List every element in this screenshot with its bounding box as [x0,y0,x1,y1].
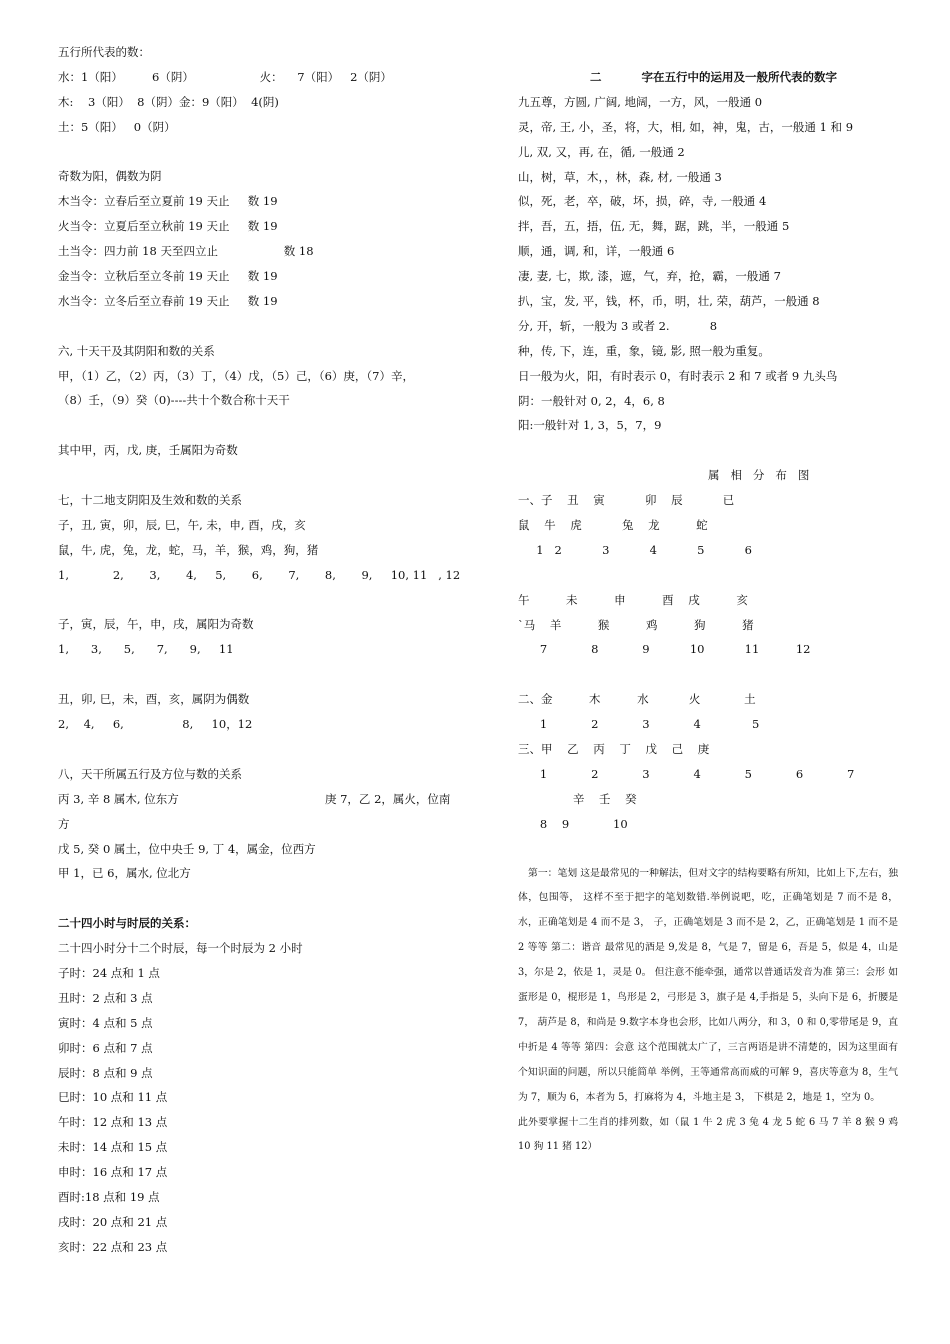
text-line: 亥时：22 点和 23 点 [58,1239,168,1254]
note-paragraph-2: 此外要掌握十二生肖的排列数，如（鼠 1 牛 2 虎 3 兔 4 龙 5 蛇 6 马 7 羊 8 猴 9 鸡 10 狗 11 猪 12） [518,1116,898,1153]
text-line: 儿, 双, 又，再, 在，循, 一般通 2 [518,144,685,159]
text-line: 山，树，草，木，，林，森, 材, 一般通 3 [518,169,722,184]
text-line: 其中甲，丙，戊, 庚，壬属阳为奇数 [58,443,238,458]
text-line: 午时：12 点和 13 点 [58,1115,168,1130]
text-line: 奇数为阳，偶数为阴 [58,169,162,184]
text-line: 寅时：4 点和 5 点 [58,1015,153,1030]
text-line: `马 羊 猴 鸡 狗 猪 [518,617,754,632]
text-line: 水：1（阳） 6（阴） 火： 7（阳） 2（阴） [58,69,392,84]
text-line: 方 [58,816,70,831]
section-heading: 七，十二地支阴阳及生效和数的关系 [58,493,242,508]
text-line: 丙 3, 辛 8 属木, 位东方 庚 7，乙 2，属火，位南 [58,791,451,806]
text-line: 分, 开，斩，一般为 3 或者 2. 8 [518,318,718,333]
text-line: 土：5（阳） 0（阴） [58,119,176,134]
text-line: 酉时:18 点和 19 点 [58,1189,160,1204]
right-column [518,65,898,1160]
text-line: 水当令：立冬后至立春前 19 天止 数 19 [58,293,278,308]
text-line: 日一般为火，阳，有时表示 0，有时表示 2 和 7 或者 9 九头鸟 [518,368,838,383]
section-title: 二 字在五行中的运用及一般所代表的数字 [590,70,838,84]
text-line: 子，丑, 寅，卯，辰, 巳，午, 未，申, 酉，戌，亥 [58,517,306,532]
text-line: 拌，吾，五，捂，伍, 无，舞，踞，跳，半，一般通 5 [518,219,790,234]
text-line: 戊 5, 癸 0 属土，位中央壬 9, 丁 4，属金，位西方 [58,841,316,856]
text-line: 三、甲 乙 丙 丁 戊 己 庚 [518,742,710,757]
text-line: 丑时：2 点和 3 点 [58,990,153,1005]
zodiac-title: 属 相 分 布 图 [708,468,810,483]
text-line: 未时：14 点和 15 点 [58,1140,168,1155]
note-paragraph: 第一：笔划 这是最常见的一种解法，但对文字的结构要略有所知，比如上下,左右，独体，包围等， 这样不至于把字的笔划数错.举例说吧，吃，正确笔划是 7 而不是 8，水，正确笔划是 4 而不是 3， 子，正确笔划是 3 而不是 2，乙，正确笔划是 1 而不是 2 等等 第二：谐音 最常见的酒是 9,发是 8，气是 7，留是 6，吾是 5，似是 4，山是 3，尔是 2，依是 1，灵是 0。 但注意不能牵强，通常以普通话发音为准 第三：会形 如蛋形是 0，棍形是 1，鸟形是 2，弓形是 3，旗子是 4,手指是 5，头向下是 6，折腰是 7， 葫芦是 8，和尚是 9.数字本身也会形，比如八两分，和 3，0 和 0,零带尾是 9，直中折是 4 等等 第四：会意 这个范围就太广了，三言两语是讲不清楚的，因为这里面有个知识面的问题，所以只能简单 举例，王等通常高而威的可解 9，喜庆等意为 8，生气为 7，顺为 6，本者为 5，打麻将为 4，斗地主是 3， 下棋是 2，地是 1，空为 0。 [518,867,898,1103]
text-line: 午 未 申 酉 戌 亥 [518,592,748,607]
text-line: 8 9 10 [518,816,628,831]
text-line: 顺，通，调, 和，详，一般通 6 [518,244,675,259]
text-line: 木当令：立春后至立夏前 19 天止 数 19 [58,194,278,209]
text-line: 土当令：四力前 18 天至四立止 数 18 [58,244,314,259]
text-line: 九五尊，方圆, 广阔, 地阔，一方，风，一般通 0 [518,94,763,109]
left-column [58,40,461,1260]
text-line: 金当令：立秋后至立冬前 19 天止 数 19 [58,269,278,284]
text-line: （8）壬，（9）癸（0)----共十个数合称十天干 [58,393,290,408]
text-line: 灵，帝, 王, 小，圣，将，大，相, 如，神，鬼，古，一般通 1 和 9 [518,119,854,134]
text-line: 7 8 9 10 11 12 [518,642,811,657]
text-line: 辰时：8 点和 9 点 [58,1065,153,1080]
section-heading: 八，天干所属五行及方位与数的关系 [58,766,242,781]
text-line: 1, 2, 3, 4, 5, 6, 7, 8, 9, 10, 11 , 12 [58,567,461,582]
text-line: 丑，卯, 巳，未，酉，亥，属阴为偶数 [58,692,250,707]
text-line: 似，死，老，卒，破，坏，损，碎，寺, 一般通 4 [518,194,767,209]
text-line: 卯时：6 点和 7 点 [58,1040,153,1055]
text-line: 1, 3, 5, 7, 9, 11 [58,642,234,657]
text-line: 1 2 3 4 5 [518,717,760,732]
text-line: 二、金 木 水 火 土 [518,692,756,707]
text-line: 巳时：10 点和 11 点 [58,1090,168,1105]
text-line: 凄, 妻, 七，欺, 漆，遮，气，弃，抢，霸，一般通 7 [518,269,781,284]
text-line: 鼠 牛 虎 兔 龙 蛇 [518,518,708,533]
text-line: 二十四小时分十二个时辰，每一个时辰为 2 小时 [58,941,303,956]
text-line: 火当令：立夏后至立秋前 19 天止 数 19 [58,219,278,234]
text-line: 阴：一般针对 0, 2，4，6, 8 [518,393,665,408]
text-line: 木: 3（阳） 8（阴）金：9（阳） 4(阴) [58,94,279,109]
text-line: 甲 1，已 6，属水, 位北方 [58,866,191,881]
text-line: 申时：16 点和 17 点 [58,1165,168,1180]
text-line: 子时：24 点和 1 点 [58,965,160,980]
text-line: 阳:一般针对 1, 3，5，7，9 [518,418,662,433]
text-line: 甲，（1）乙，（2）丙，（3）丁，（4）戊，（5）己，（6）庚，（7）辛， [58,368,414,383]
text-line: 扒，宝，发, 平，钱，杯，币，明，壮, 荣，葫芦，一般通 8 [518,294,820,309]
text-line: 1 2 3 4 5 6 7 [518,766,855,781]
text-line: 2, 4, 6, 8, 10，12 [58,717,253,732]
text-line: 辛 壬 癸 [518,791,637,806]
text-line: 鼠，牛, 虎，兔，龙，蛇，马，羊，猴，鸡，狗，猪 [58,542,319,557]
text-line: 五行所代表的数： [58,45,150,59]
text-line: 戌时：20 点和 21 点 [58,1214,168,1229]
text-line: 种，传, 下，连，重，象，镜, 影, 照一般为重复。 [518,343,770,358]
text-line: 1 2 3 4 5 6 [518,542,752,557]
text-line: 子，寅，辰，午，申，戌，属阳为奇数 [58,617,254,632]
section-title: 二十四小时与时辰的关系： [58,916,196,931]
text-line: 一、子 丑 寅 卯 辰 已 [518,493,735,508]
section-heading: 六, 十天干及其阴阳和数的关系 [58,343,215,358]
